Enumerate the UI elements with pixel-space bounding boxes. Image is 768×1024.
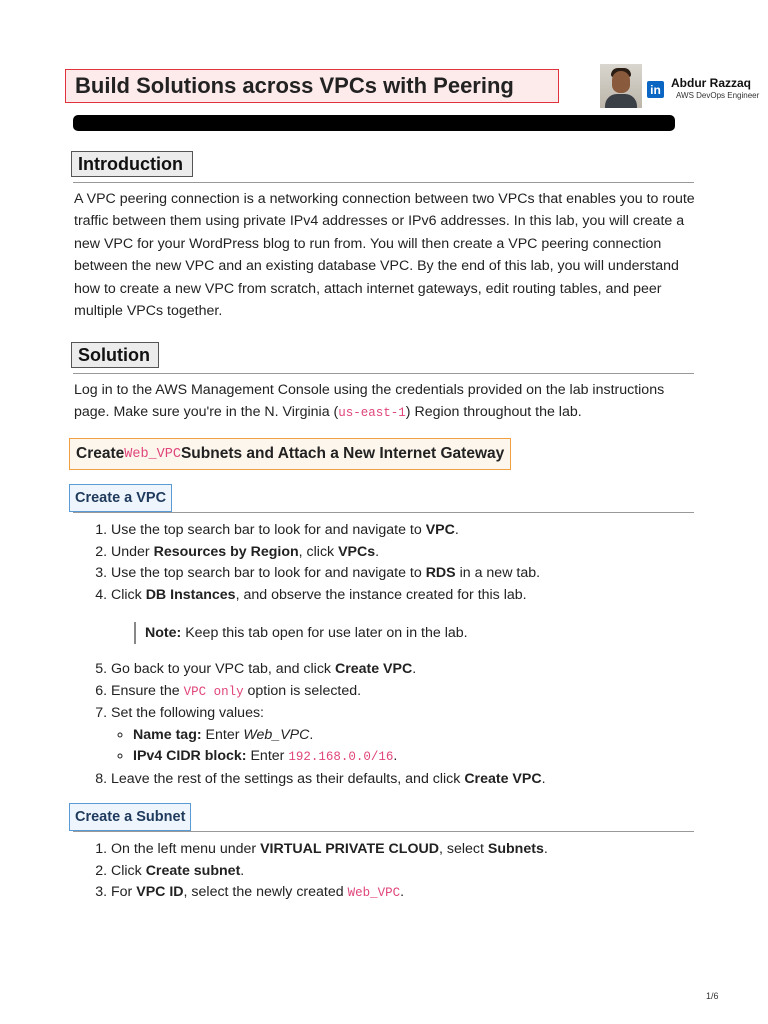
divider — [73, 182, 694, 183]
list-item: 1. On the left menu under VIRTUAL PRIVATE CLOUD, select Subnets. — [111, 839, 731, 861]
solution-paragraph: Log in to the AWS Management Console using the credentials provided on the lab instructions page. Make sure you're in the N. Virginia (us-east-1) Region throughout the lab. — [74, 382, 665, 421]
linkedin-icon[interactable]: in — [647, 81, 664, 98]
document-title — [65, 69, 559, 103]
list-item: ◦ Name tag: Enter Web_VPC. — [133, 725, 731, 747]
section-heading: Create Web_VPC Subnets and Attach a New Internet Gateway — [69, 438, 511, 470]
list-item: 3. For VPC ID, select the newly created Web_VPC. — [111, 882, 731, 905]
create-vpc-steps-a — [74, 520, 731, 606]
list-item: 2. Under Resources by Region, click VPCs. — [111, 542, 731, 564]
author-role: AWS DevOps Engineer — [676, 91, 760, 100]
create-vpc-heading: Create a VPC — [69, 484, 172, 512]
list-item: 5. Go back to your VPC tab, and click Create VPC. — [111, 659, 731, 681]
list-item: 8. Leave the rest of the settings as their defaults, and click Create VPC. — [111, 769, 731, 791]
redaction-bar — [73, 115, 675, 131]
introduction-paragraph: A VPC peering connection is a networking connection between two VPCs that enables you to route traffic between them using private IPv4 addresses or IPv6 addresses. In this lab, you will create a new VPC for your WordPress blog to run from. You will then create a VPC peering connection between the new VPC and an existing database VPC. By the end of this lab, you will understand how to create a new VPC from scratch, attach internet gateways, edit routing tables, and peer multiple VPCs together. — [74, 191, 695, 320]
author-name: Abdur Razzaq — [671, 76, 752, 90]
list-item: 2. Click Create subnet. — [111, 861, 731, 883]
list-item: 1. Use the top search bar to look for and navigate to VPC. — [111, 520, 731, 542]
author-avatar — [600, 64, 642, 108]
create-vpc-steps-b — [74, 659, 731, 791]
create-subnet-heading: Create a Subnet — [69, 803, 191, 831]
create-subnet-steps — [74, 839, 731, 905]
section-heading-code: Web_VPC — [124, 446, 181, 462]
list-item: ◦ IPv4 CIDR block: Enter 192.168.0.0/16. — [133, 746, 731, 769]
divider — [73, 831, 694, 832]
note-callout: Note: Keep this tab open for use later on in the lab. — [134, 622, 468, 644]
list-item: 7. Set the following values: ◦ Name tag: Enter Web_VPC. ◦ IPv4 CIDR block: Enter 192.168.0.0/16. — [111, 703, 731, 769]
list-item: 4. Click DB Instances, and observe the instance created for this lab. — [111, 585, 731, 607]
page-number: 1/6 — [706, 991, 719, 1001]
list-item: 6. Ensure the VPC only option is selected. — [111, 681, 731, 704]
list-item: 3. Use the top search bar to look for and navigate to RDS in a new tab. — [111, 563, 731, 585]
solution-heading: Solution — [71, 342, 159, 368]
introduction-heading: Introduction — [71, 151, 193, 177]
document-title-text: Build Solutions across VPCs with Peering — [75, 73, 514, 98]
divider — [73, 373, 694, 374]
divider — [73, 512, 694, 513]
region-code: us-east-1 — [338, 406, 406, 421]
